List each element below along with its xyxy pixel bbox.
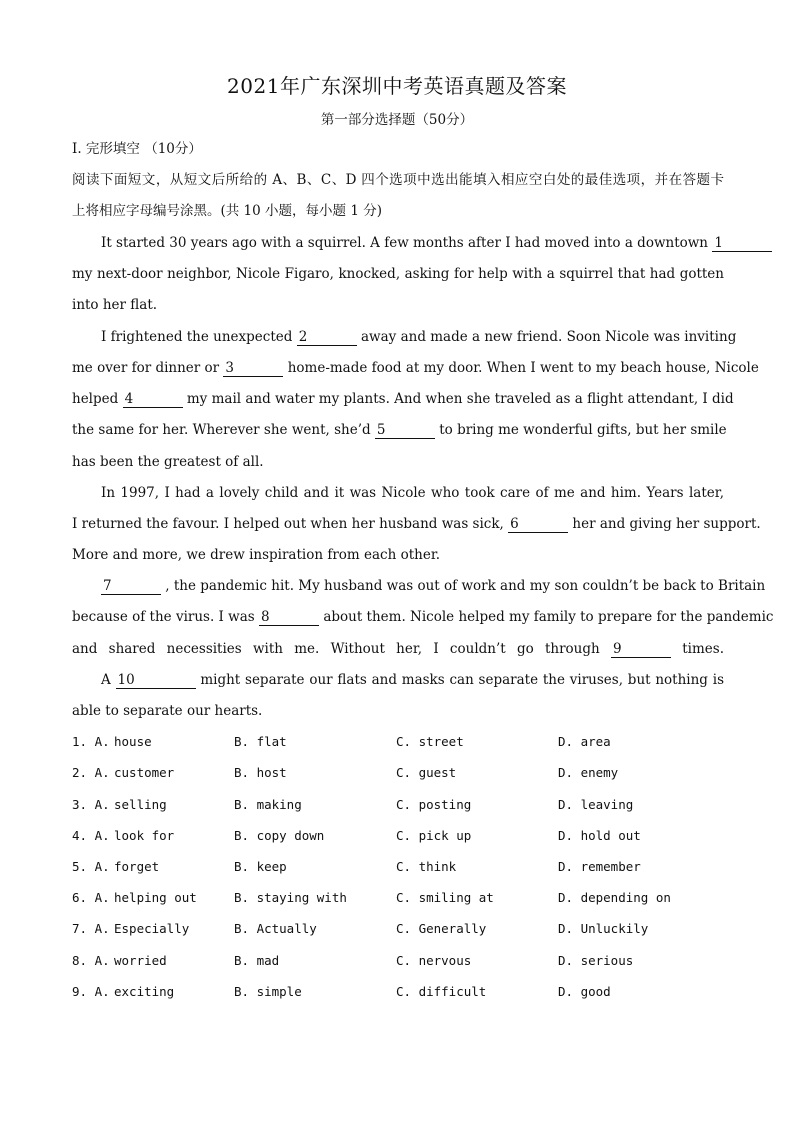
option-a: selling <box>114 797 167 812</box>
blank-9: 9 <box>611 641 671 658</box>
option-d: D. good <box>558 984 611 999</box>
option-c: C. street <box>396 734 464 749</box>
blank-7: 7 <box>101 578 161 595</box>
passage-line <box>101 327 737 347</box>
passage-line <box>72 420 727 440</box>
passage-text: might separate our flats and masks can separate the viruses, but nothing is <box>200 672 724 688</box>
option-a: worried <box>114 953 167 968</box>
passage-line: my next-door neighbor, Nicole Figaro, knocked, asking for help with a squirrel that had gotten <box>72 266 724 282</box>
blank-8: 8 <box>259 609 319 626</box>
passage-line: has been the greatest of all. <box>72 454 264 470</box>
passage-line <box>101 670 724 690</box>
page-title: 2021年广东深圳中考英语真题及答案 <box>227 74 567 98</box>
option-c: C. difficult <box>396 984 487 999</box>
passage-text: It started 30 years ago with a squirrel. A few months after I had moved into a downtown <box>101 235 709 251</box>
option-c: C. pick up <box>396 828 472 843</box>
passage-line: able to separate our hearts. <box>72 703 263 719</box>
blank-2: 2 <box>297 329 357 346</box>
blank-1: 1 <box>712 235 772 252</box>
question-row <box>72 763 724 783</box>
option-a: exciting <box>114 984 175 999</box>
instructions-line: 阅读下面短文，从短文后所给的 A、B、C、D 四个选项中选出能填入相应空白处的最佳选项，并在答题卡 <box>72 172 724 188</box>
option-b: B. making <box>234 797 302 812</box>
passage-text: away and made a new friend. Soon Nicole was inviting <box>361 329 737 345</box>
passage-text: A <box>101 672 111 688</box>
part-subtitle: 第一部分选择题（50分） <box>320 112 474 128</box>
section-heading: I. 完形填空 （10分） <box>72 141 202 157</box>
passage-line <box>101 576 766 596</box>
passage-text: me over for dinner or <box>72 360 220 376</box>
passage-line: In 1997, I had a lovely child and it was Nicole who took care of me and him. Years later, <box>101 485 724 501</box>
blank-6: 6 <box>508 516 568 533</box>
option-c: C. guest <box>396 765 457 780</box>
question-row <box>72 795 724 815</box>
option-b: B. mad <box>234 953 280 968</box>
option-c: C. smiling at <box>396 890 494 905</box>
passage-text: because of the virus. I was <box>72 609 255 625</box>
option-a: forget <box>114 859 160 874</box>
passage-line: into her flat. <box>72 297 158 313</box>
passage-text: to bring me wonderful gifts, but her smile <box>439 422 727 438</box>
passage-line <box>72 639 724 659</box>
option-a: Especially <box>114 921 190 936</box>
option-c: C. think <box>396 859 457 874</box>
passage-text: my mail and water my plants. And when she traveled as a flight attendant, I did <box>186 391 734 407</box>
passage-text: helped <box>72 391 119 407</box>
passage-text: times. <box>682 641 724 657</box>
question-row <box>72 982 724 1002</box>
passage-text: , the pandemic hit. My husband was out of work and my son couldn’t be back to Britain <box>165 578 766 594</box>
option-d: D. serious <box>558 953 634 968</box>
option-b: B. flat <box>234 734 287 749</box>
option-d: D. area <box>558 734 611 749</box>
option-c: C. nervous <box>396 953 472 968</box>
option-c: C. posting <box>396 797 472 812</box>
passage-line <box>72 607 774 627</box>
option-b: B. simple <box>234 984 302 999</box>
question-row <box>72 826 724 846</box>
option-d: D. depending on <box>558 890 671 905</box>
question-number: 8. A. <box>72 953 110 968</box>
option-d: D. remember <box>558 859 641 874</box>
option-a: helping out <box>114 890 197 905</box>
option-d: D. hold out <box>558 828 641 843</box>
option-c: C. Generally <box>396 921 487 936</box>
option-d: D. leaving <box>558 797 634 812</box>
passage-line <box>72 514 761 534</box>
passage-text: and shared necessities with me. Without her, I couldn’t go through <box>72 641 600 657</box>
passage-text: home-made food at my door. When I went to my beach house, Nicole <box>287 360 759 376</box>
passage-line <box>72 389 734 409</box>
question-number: 3. A. <box>72 797 110 812</box>
instructions-line: 上将相应字母编号涂黑。(共 10 小题，每小题 1 分) <box>72 203 382 219</box>
question-row <box>72 857 724 877</box>
passage-text: her and giving her support. <box>572 516 761 532</box>
question-row <box>72 732 724 752</box>
passage-text: I returned the favour. I helped out when her husband was sick, <box>72 516 504 532</box>
passage-line: More and more, we drew inspiration from each other. <box>72 547 441 563</box>
option-a: house <box>114 734 152 749</box>
option-b: B. host <box>234 765 287 780</box>
question-row <box>72 888 724 908</box>
passage-text: about them. Nicole helped my family to prepare for the pandemic <box>323 609 774 625</box>
question-row <box>72 951 724 971</box>
blank-3: 3 <box>223 360 283 377</box>
blank-4: 4 <box>123 391 183 408</box>
question-number: 4. A. <box>72 828 110 843</box>
blank-10: 10 <box>116 672 196 689</box>
option-b: B. Actually <box>234 921 317 936</box>
option-d: D. enemy <box>558 765 619 780</box>
option-a: customer <box>114 765 175 780</box>
option-b: B. copy down <box>234 828 325 843</box>
passage-text: I frightened the unexpected <box>101 329 293 345</box>
option-d: D. Unluckily <box>558 921 649 936</box>
question-number: 7. A. <box>72 921 110 936</box>
question-number: 9. A. <box>72 984 110 999</box>
blank-5: 5 <box>375 422 435 439</box>
passage-text: the same for her. Wherever she went, she’d <box>72 422 371 438</box>
option-b: B. staying with <box>234 890 347 905</box>
question-number: 2. A. <box>72 765 110 780</box>
option-b: B. keep <box>234 859 287 874</box>
question-number: 5. A. <box>72 859 110 874</box>
question-number: 6. A. <box>72 890 110 905</box>
passage-line <box>101 233 724 253</box>
passage-line <box>72 358 759 378</box>
option-a: look for <box>114 828 175 843</box>
question-number: 1. A. <box>72 734 110 749</box>
question-row <box>72 919 724 939</box>
